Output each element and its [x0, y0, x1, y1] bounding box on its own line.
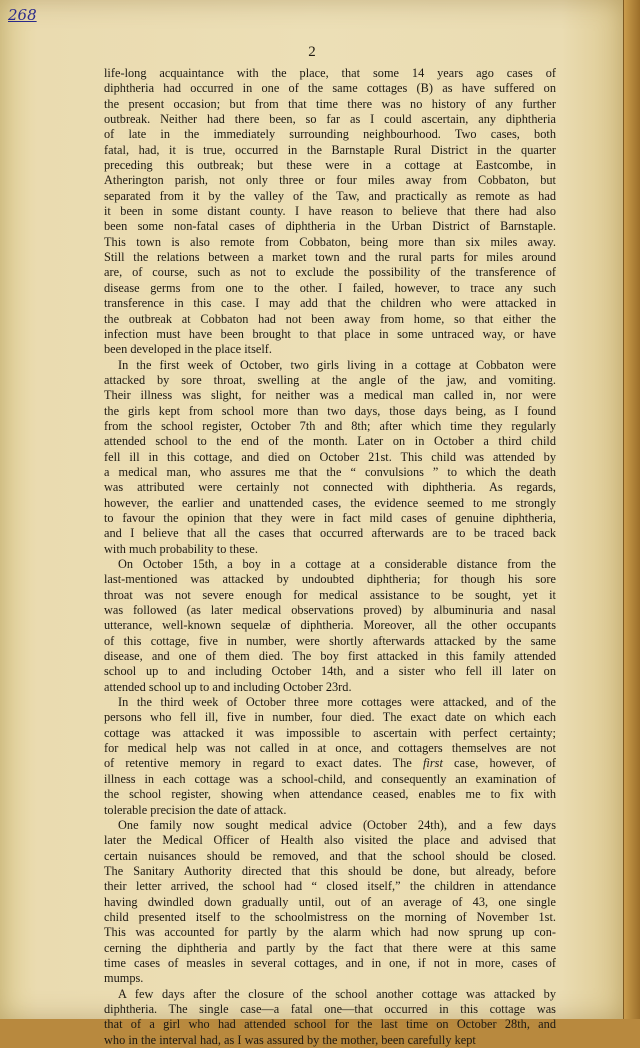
text-line: however, the earlier and unattended cases, the evidence seemed to me strongly: [104, 495, 556, 510]
text-line: of this cottage, five in number, were shortly afterwards attacked by the same: [104, 633, 556, 648]
text-line: was followed (as later medical observations proved) by albuminuria and nasal: [104, 603, 556, 618]
body-text: [104, 66, 556, 1048]
text-line: having dwindled down gradually until, out of an average of 43, one single: [104, 894, 556, 909]
text-line: later the Medical Officer of Health also visited the place and advised that: [104, 833, 556, 848]
text-line: illness in each cottage was a school-child, and consequently an examination of: [104, 771, 556, 786]
text-line: attacked by sore throat, swelling at the angle of the jaw, and vomiting.: [104, 372, 556, 387]
text-line: with much probability to these.: [104, 541, 258, 556]
text-line: child presented itself to the schoolmistress on the morning of November 1st.: [104, 909, 556, 924]
text-line: In the first week of October, two girls living in a cottage at Cobbaton were: [118, 357, 556, 372]
text-line: of late in the immediately surrounding neighbourhood. Two cases, both: [104, 127, 556, 142]
text-line: life-long acquaintance with the place, that some 14 years ago cases of: [104, 66, 556, 80]
text-line: In the third week of October three more cottages were attacked, and of the: [118, 695, 556, 710]
text-line: the present occasion; but from that time there was no history of any further: [104, 96, 556, 111]
text-line: attended school to the end of the month. Later on in October a third child: [104, 434, 556, 449]
text-line: and I believe that all the cases that occurred afterwards are to be traced back: [104, 526, 556, 541]
text-line: One family now sought medical advice (October 24th), and a few days: [118, 817, 556, 832]
text-line: disease germs from one to the other. I failed, however, to trace any such: [104, 280, 556, 295]
text-line: their letter arrived, the school had “ closed itself,” the children in attendance: [104, 879, 556, 894]
text-line: who in the interval had, as I was assured by the mother, been carefully kept: [104, 1032, 476, 1047]
text-line: been developed in the place itself.: [104, 342, 273, 357]
text-line: the school register, showing when attendance ceased, enables me to fix with: [104, 787, 556, 802]
text-line: Their illness was slight, for neither was a medical man called in, nor were: [104, 388, 556, 403]
text-line: cottage was attacked it was impossible to ascertain with perfect certainty;: [104, 725, 556, 740]
text-line: Atherington parish, not only three or four miles away from Cobbaton, but: [104, 173, 556, 188]
text-line: time cases of measles in several cottages, and in one, if not in more, cases of: [104, 955, 556, 970]
text-line: certain nuisances should be removed, and that the school should be closed.: [104, 848, 556, 863]
text-line: attended school up to and including October 23rd.: [104, 679, 352, 694]
text-line: infection must have been brought to that place in some untraced way, or have: [104, 326, 556, 341]
text-line: fatal, had, it is true, occurred in the Barnstaple Rural District in the quarter: [104, 142, 556, 157]
italic-word: first: [422, 756, 443, 771]
text-line: a medical man, who assures me that the “ convulsions ” to which the death: [104, 464, 556, 479]
text-line: [104, 756, 556, 771]
text-line: A few days after the closure of the school another cottage was attacked by: [118, 986, 556, 1001]
text-line: are, of course, such as not to exclude the possibility of the transference of: [104, 265, 556, 280]
text-line: it been in some distant county. I have reason to believe that there had also: [104, 204, 556, 219]
book-spine-edge: [623, 0, 640, 1019]
text-line: last-mentioned was attacked by undoubted diphtheria; for though his sore: [104, 572, 556, 587]
text-line-segment: of retentive memory in regard to exact dates. The: [104, 756, 423, 771]
text-line: On October 15th, a boy in a cottage at a considerable distance from the: [118, 557, 556, 571]
text-line-segment: case, however, of: [442, 756, 556, 771]
text-line: disease, and one of them died. The boy first attacked in this family attended: [104, 649, 556, 664]
text-line: utterance, well-known sequelæ of diphtheria. Moreover, all the other occupants: [104, 618, 556, 633]
text-line: from the school register, October 7th and 8th; after which time they regularly: [104, 418, 556, 433]
text-line: diphtheria had occurred in one of the same cottages (B) as have suffered on: [104, 81, 556, 96]
text-line: preceding this outbreak; but these were in a cottage at Eastcombe, in: [104, 158, 556, 173]
text-line: Still the relations between a market town and the rural parts for miles around: [104, 250, 556, 265]
text-line: to favour the opinion that they were in fact mild cases of genuine diphtheria,: [104, 510, 556, 525]
text-line: fell ill in this cottage, and died on October 21st. This child was attended by: [104, 449, 556, 464]
text-line: been some non-fatal cases of diphtheria in the Urban District of Barnstaple.: [104, 219, 556, 234]
page-number: 2: [308, 44, 316, 60]
text-line: outbreak. Neither had there been, so far as I could ascertain, any diphtheria: [104, 112, 556, 127]
text-line: the girls kept from school more than two days, those days being, as I found: [104, 403, 556, 418]
text-line: separated from it by the valley of the Taw, and practically as remote as had: [104, 188, 556, 203]
text-line: persons who fell ill, five in number, four died. The exact date on which each: [104, 710, 556, 725]
text-line: throat was not severe enough for medical assistance to be sought, yet it: [104, 587, 556, 602]
text-line: This town is also remote from Cobbaton, being more than six miles away.: [104, 234, 556, 249]
text-line: This was accounted for partly by the alarm which had now sprung up con-: [104, 925, 556, 940]
text-line: for medical help was not called in at once, and cottagers themselves are not: [104, 741, 556, 756]
text-line: mumps.: [104, 971, 144, 986]
text-line: tolerable precision the date of attack.: [104, 802, 287, 817]
text-line: school up to and including October 14th, and a sister who fell ill later on: [104, 664, 556, 679]
text-line: The Sanitary Authority directed that this should be done, but already, before: [104, 863, 556, 878]
handwritten-folio-number: 268: [8, 6, 37, 24]
text-line: cerning the diphtheria and partly by the fact that there were at this same: [104, 940, 556, 955]
text-line: was attributed were certainly not connected with diphtheria. As regards,: [104, 480, 556, 495]
text-line: the outbreak at Cobbaton had not been away from home, so that either the: [104, 311, 556, 326]
text-line: diphtheria. The single case—a fatal one—that occurred in this cottage was: [104, 1001, 556, 1016]
text-line: transference in this case. I may add that the children who were attacked in: [104, 296, 556, 311]
text-line: that of a girl who had attended school for the last time on October 28th, and: [104, 1017, 556, 1032]
